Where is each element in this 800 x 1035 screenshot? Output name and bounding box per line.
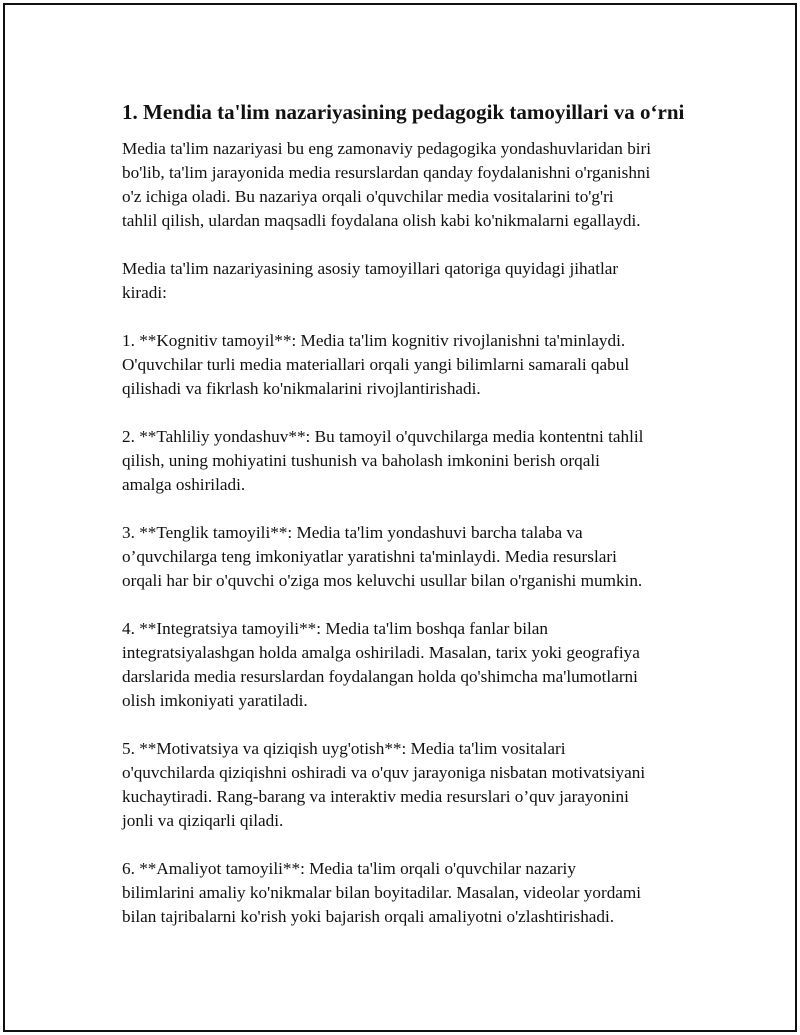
paragraph-equality-principle xyxy=(122,521,712,593)
text-line: o’quvchilarga teng imkoniyatlar yaratishni ta'minlaydi. Media resurslari xyxy=(122,547,617,566)
text-line: O'quvchilar turli media materiallari orqali yangi bilimlarni samarali qabul xyxy=(122,355,630,374)
page-frame xyxy=(3,3,797,1032)
text-line: 3. **Tenglik tamoyili**: Media ta'lim yondashuvi barcha talaba va xyxy=(122,523,583,542)
text-line: jonli va qiziqarli qiladi. xyxy=(122,811,284,830)
paragraph-analytical-approach xyxy=(122,425,712,497)
paragraph-practice-principle xyxy=(122,857,712,929)
text-line: bo'lib, ta'lim jarayonida media resurslardan qanday foydalanishni o'rganishni xyxy=(122,163,651,182)
document-body xyxy=(122,97,712,953)
text-line: qilishadi va fikrlash ko'nikmalarini rivojlantirishadi. xyxy=(122,379,481,398)
text-line: 1. **Kognitiv tamoyil**: Media ta'lim kognitiv rivojlanishni ta'minlaydi. xyxy=(122,331,626,350)
text-line: tahlil qilish, ulardan maqsadli foydalana olish kabi ko'nikmalarni egallaydi. xyxy=(122,211,641,230)
text-line: 4. **Integratsiya tamoyili**: Media ta'lim boshqa fanlar bilan xyxy=(122,619,548,638)
text-line: amalga oshiriladi. xyxy=(122,475,246,494)
text-line: o'quvchilarda qiziqishni oshiradi va o'quv jarayoniga nisbatan motivatsiyani xyxy=(122,763,646,782)
text-line: Media ta'lim nazariyasining asosiy tamoyillari qatoriga quyidagi jihatlar xyxy=(122,259,619,278)
paragraph-intro xyxy=(122,137,712,233)
text-line: Media ta'lim nazariyasi bu eng zamonaviy pedagogika yondashuvlaridan biri xyxy=(122,139,652,158)
paragraph-motivation-principle xyxy=(122,737,712,833)
text-line: 5. **Motivatsiya va qiziqish uyg'otish**: Media ta'lim vositalari xyxy=(122,739,566,758)
text-line: darslarida media resurslardan foydalangan holda qo'shimcha ma'lumotlarni xyxy=(122,667,638,686)
paragraph-cognitive-principle xyxy=(122,329,712,401)
paragraph-integration-principle xyxy=(122,617,712,713)
document-title: 1. Mendia ta'lim nazariyasining pedagogik tamoyillari va o‘rni xyxy=(122,100,685,124)
text-line: qilish, uning mohiyatini tushunish va baholash imkonini berish orqali xyxy=(122,451,600,470)
text-line: o'z ichiga oladi. Bu nazariya orqali o'quvchilar media vositalarini to'g'ri xyxy=(122,187,614,206)
text-line: kiradi: xyxy=(122,283,167,302)
text-line: 6. **Amaliyot tamoyili**: Media ta'lim orqali o'quvchilar nazariy xyxy=(122,859,576,878)
text-line: kuchaytiradi. Rang-barang va interaktiv media resurslari o’quv jarayonini xyxy=(122,787,629,806)
text-line: 2. **Tahliliy yondashuv**: Bu tamoyil o'quvchilarga media kontentni tahlil xyxy=(122,427,644,446)
text-line: bilimlarini amaliy ko'nikmalar bilan boyitadilar. Masalan, videolar yordami xyxy=(122,883,642,902)
text-line: bilan tajribalarni ko'rish yoki bajarish orqali amaliyotni o'zlashtirishadi. xyxy=(122,907,615,926)
text-line: orqali har bir o'quvchi o'ziga mos keluvchi usullar bilan o'rganishi mumkin. xyxy=(122,571,643,590)
text-line: integratsiyalashgan holda amalga oshiriladi. Masalan, tarix yoki geografiya xyxy=(122,643,640,662)
paragraph-principles-intro xyxy=(122,257,712,305)
text-line: olish imkoniyati yaratiladi. xyxy=(122,691,308,710)
